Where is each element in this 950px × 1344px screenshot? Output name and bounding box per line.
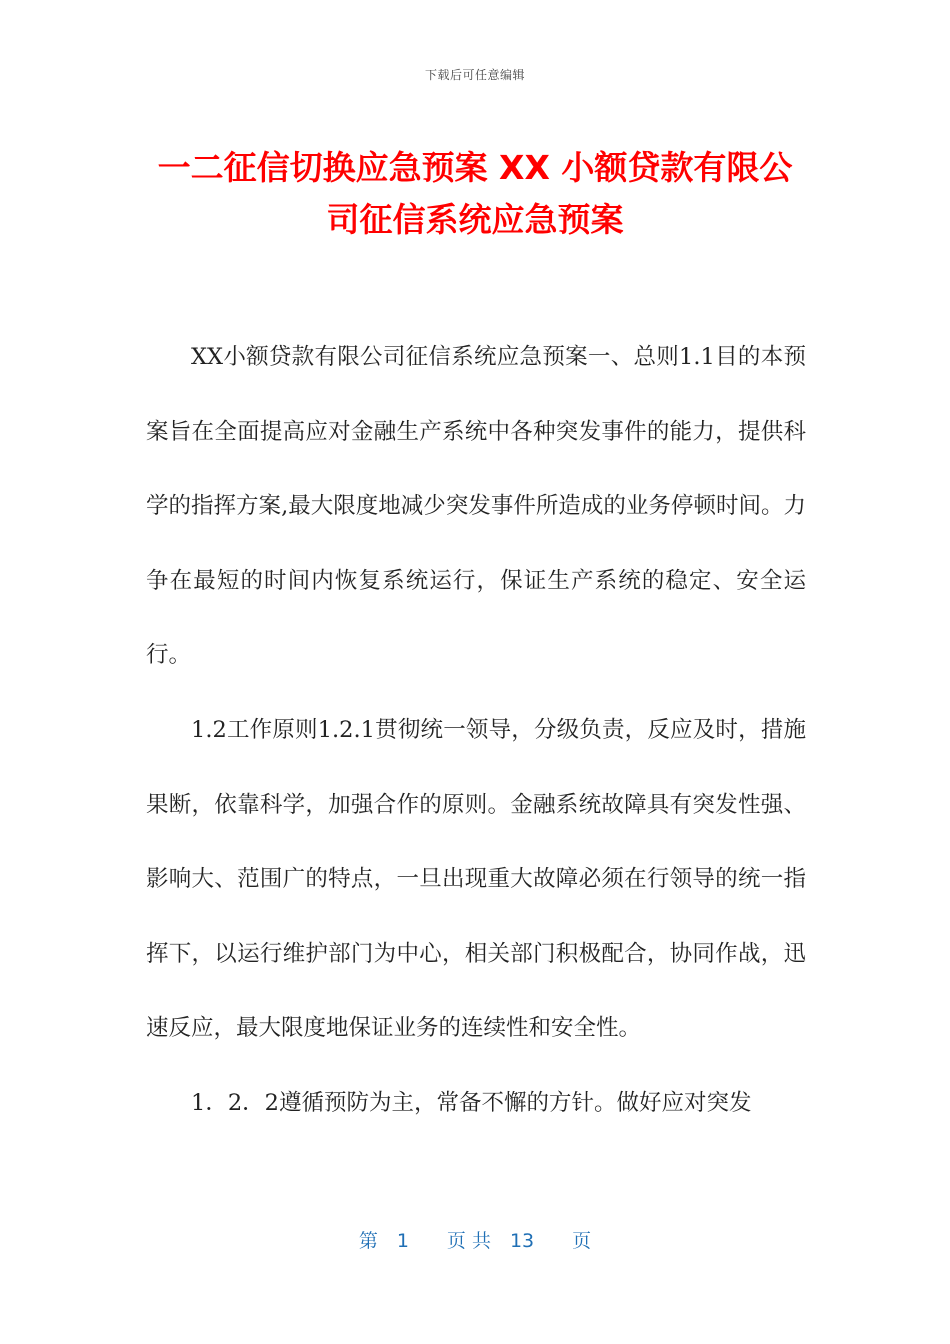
page-header: 下载后可任意编辑 xyxy=(424,68,525,82)
document-body xyxy=(146,320,806,1141)
paragraph-1: XX小额贷款有限公司征信系统应急预案一、总则1.1目的本预案旨在全面提高应对金融生产系统中各种突发事件的能力，提供科学的指挥方案,最大限度地减少突发事件所造成的业务停顿时间。力争在最短的时间内恢复系统运行，保证生产系统的稳定、安全运行。 xyxy=(146,344,806,669)
document-title xyxy=(130,142,820,246)
title-line-2: 司征信系统应急预案 xyxy=(326,200,624,239)
paragraph-2: 1.2工作原则1.2.1贯彻统一领导，分级负责，反应及时，措施果断，依靠科学，加强合作的原则。金融系统故障具有突发性强、影响大、范围广的特点，一旦出现重大故障必须在行领导的统一指挥下，以运行维护部门为中心，相关部门积极配合，协同作战，迅速反应，最大限度地保证业务的连续性和安全性。 xyxy=(146,716,806,1042)
paragraph-3: 1．2．2遵循预防为主，常备不懈的方针。做好应对突发 xyxy=(191,1089,752,1116)
title-line-1: 一二征信切换应急预案 XX 小额贷款有限公 xyxy=(157,148,793,187)
page-footer: 第 1 页 共 13 页 xyxy=(358,1230,592,1252)
